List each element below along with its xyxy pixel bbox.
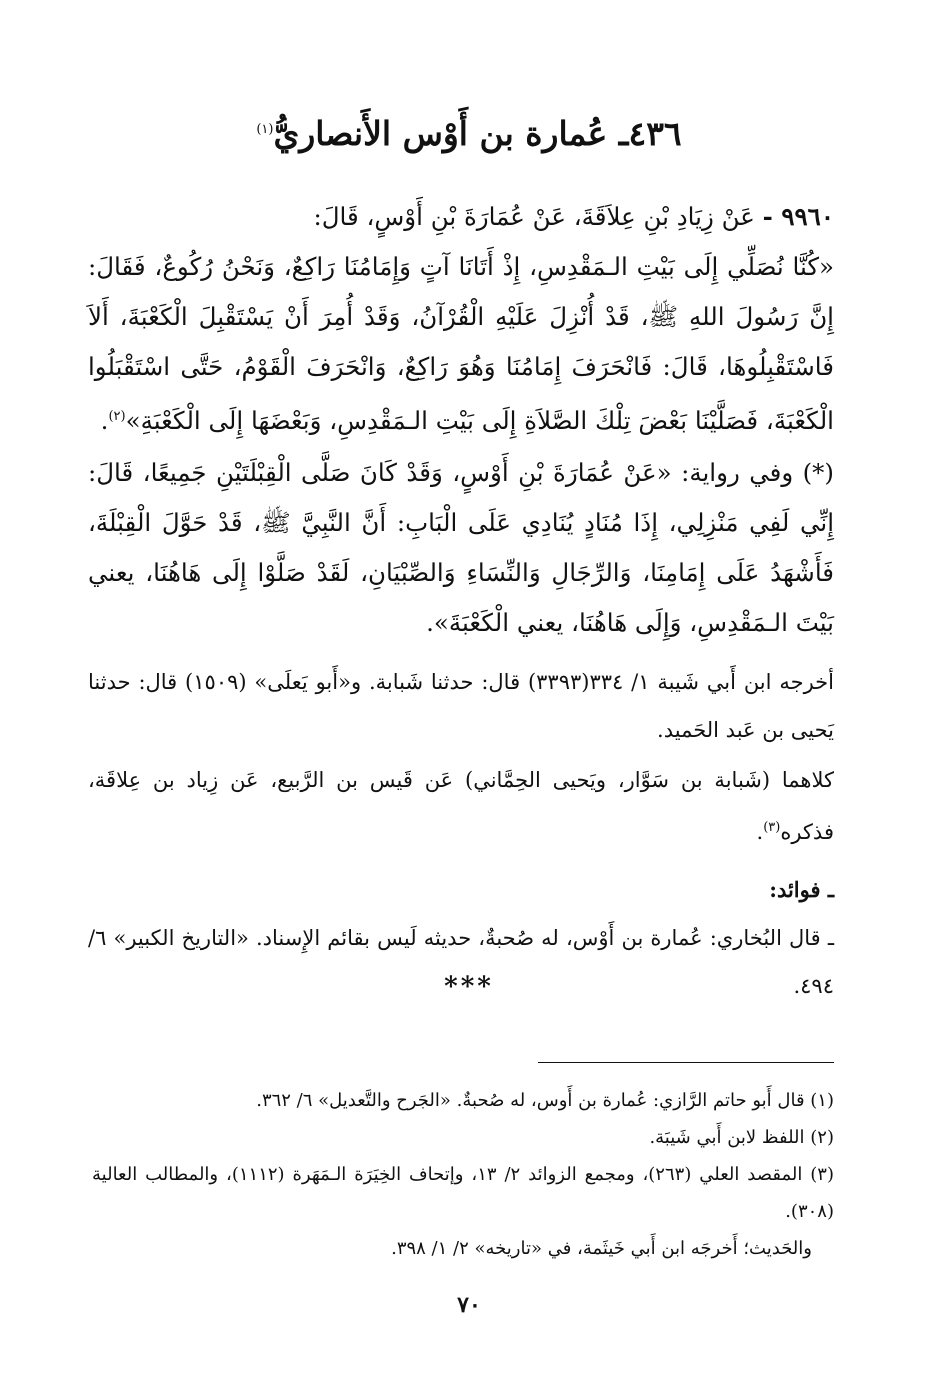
main-text: [88, 192, 834, 1010]
takhrij-sources: كلاهما (شَبابة بن سَوَّار، ويَحيى الحِمَّاني) عَن قَيس بن الرَّبيع، عَن زِياد بن عِلاقَة، فذكره: [88, 768, 834, 845]
hadith-matn-paragraph: «كُنَّا نُصَلِّي إِلَى بَيْتِ الـمَقْدِسِ، إِذْ أَتَانَا آتٍ وَإِمَامُنَا رَاكِعٌ، وَنَحْنُ رُكُوعٌ، فَقَالَ: إِنَّ رَسُولَ اللهِ ﷺ، قَدْ أُنْزِلَ عَلَيْهِ الْقُرْآنُ، وَقَدْ أُمِرَ أَنْ يَسْتَقْبِلَ الْكَعْبَةَ، أَلاَ فَاسْتَقْبِلُوهَا، قَالَ: فَانْحَرَفَ إِمَامُنَا وَهُوَ رَاكِعٌ، وَانْحَرَفَ الْقَوْمُ، حَتَّى اسْتَقْبَلُوا الْكَعْبَةَ، فَصَلَّيْنَا بَعْضَ تِلْكَ الصَّلاَةِ إِلَى بَيْتِ الـمَقْدِسِ، وَبَعْضَهَا إِلَى الْكَعْبَةِ»$^{(٢)}$.: [88, 252, 834, 436]
riwaya-paragraph: (*) وفي رواية: «عَنْ عُمَارَةَ بْنِ أَوْسٍ، وَقَدْ كَانَ صَلَّى الْقِبْلَتَيْنِ جَمِيعًا، قَالَ: إِنِّي لَفِي مَنْزِلِي، إِذَا مُنَادٍ يُنَادِي عَلَى الْبَابِ: أَنَّ النَّبِيَّ ﷺ، قَدْ حَوَّلَ الْقِبْلَةَ، فَأَشْهَدُ عَلَى إِمَامِنَا، وَالرِّجَالِ وَالنِّسَاءِ وَالصِّبْيَانِ، لَقَدْ صَلَّوْا إِلَى هَاهُنَا، يعني بَيْتَ الـمَقْدِسِ، وَإِلَى هَاهُنَا، يعني الْكَعْبَةَ».: [88, 458, 834, 638]
chapter-title: ٤٣٦ـ عُمارة بن أَوْس الأَنصاريُّ: [273, 114, 682, 153]
hadith-isnad: عَنْ زِيَادِ بْنِ عِلاَقَةَ، عَنْ عُمَارَةَ بْنِ أَوْسٍ، قَالَ:: [313, 202, 755, 231]
footnote-3-continuation: والحَديث؛ أَخرجَه ابن أَبي خَيثَمة، في «تاريخه» ٢/ ١/ ٣٩٨.: [391, 1238, 812, 1259]
hadith-number: ٩٩٦٠ -: [762, 202, 834, 231]
fawaid-text: ـ قال البُخاري: عُمارة بن أَوْس، له صُحبةٌ، حديثه لَيس بقائم الإِسناد. «التاريخ الكبير» ٦/ ٤٩٤.: [88, 926, 834, 999]
footnote-1: (١) قال أَبو حاتم الرَّازي: عُمارة بن أَوس، له صُحبةٌ. «الجَرح والتَّعديل» ٦/ ٣٦٢.: [256, 1090, 834, 1111]
chapter-footnote-ref: (١): [256, 122, 274, 137]
footnote-2: (٢) اللفظ لابن أَبي شَيبَة.: [649, 1127, 834, 1148]
fawaid-heading: ـ فوائد:: [769, 877, 834, 903]
section-separator: ***: [444, 972, 494, 1002]
page-number: ٧٠: [457, 1292, 481, 1318]
matn-footnote-ref: (٢): [108, 409, 126, 424]
takhrij-footnote-ref: (٣): [763, 820, 781, 836]
hadith-isnad-line: [88, 192, 834, 242]
hadith-matn: «كُنَّا نُصَلِّي إِلَى بَيْتِ الـمَقْدِسِ، إِذْ أَتَانَا آتٍ وَإِمَامُنَا رَاكِعٌ، وَنَحْنُ رُكُوعٌ، فَقَالَ: إِنَّ رَسُولَ اللهِ ﷺ، قَدْ أُنْزِلَ عَلَيْهِ الْقُرْآنُ، وَقَدْ أُمِرَ أَنْ يَسْتَقْبِلَ الْكَعْبَةَ، أَلاَ فَاسْتَقْبِلُوهَا، قَالَ: فَانْحَرَفَ إِمَامُنَا وَهُوَ رَاكِعٌ، وَانْحَرَفَ الْقَوْمُ، حَتَّى اسْتَقْبَلُوا الْكَعْبَةَ، فَصَلَّيْنَا بَعْضَ تِلْكَ الصَّلاَةِ إِلَى بَيْتِ الـمَقْدِسِ، وَبَعْضَهَا إِلَى الْكَعْبَةِ»: [88, 252, 834, 436]
chapter-heading: [90, 108, 848, 156]
footnotes: [92, 1082, 834, 1267]
footnote-divider: [538, 1062, 834, 1063]
footnote-3: (٣) المقصد العلي (٢٦٣)، ومجمع الزوائد ٢/ ١٣، وإتحاف الخِيَرَة الـمَهَرة (١١١٢)، والمطالب العالية (٣٠٨).: [92, 1164, 834, 1222]
takhrij-paragraph-1: أخرجه ابن أَبي شَيبة ١/ ٣٣٤(٣٣٩٣) قال: حدثنا شَبابة. و«أَبو يَعلَى» (١٥٠٩) قال: حدثنا يَحيى بن عَبد الحَميد.: [88, 670, 834, 743]
takhrij-paragraph-2: كلاهما (شَبابة بن سَوَّار، ويَحيى الحِمَّاني) عَن قَيس بن الرَّبيع، عَن زِياد بن عِلاقَة، فذكره$^{(٣)}$.: [88, 768, 834, 845]
